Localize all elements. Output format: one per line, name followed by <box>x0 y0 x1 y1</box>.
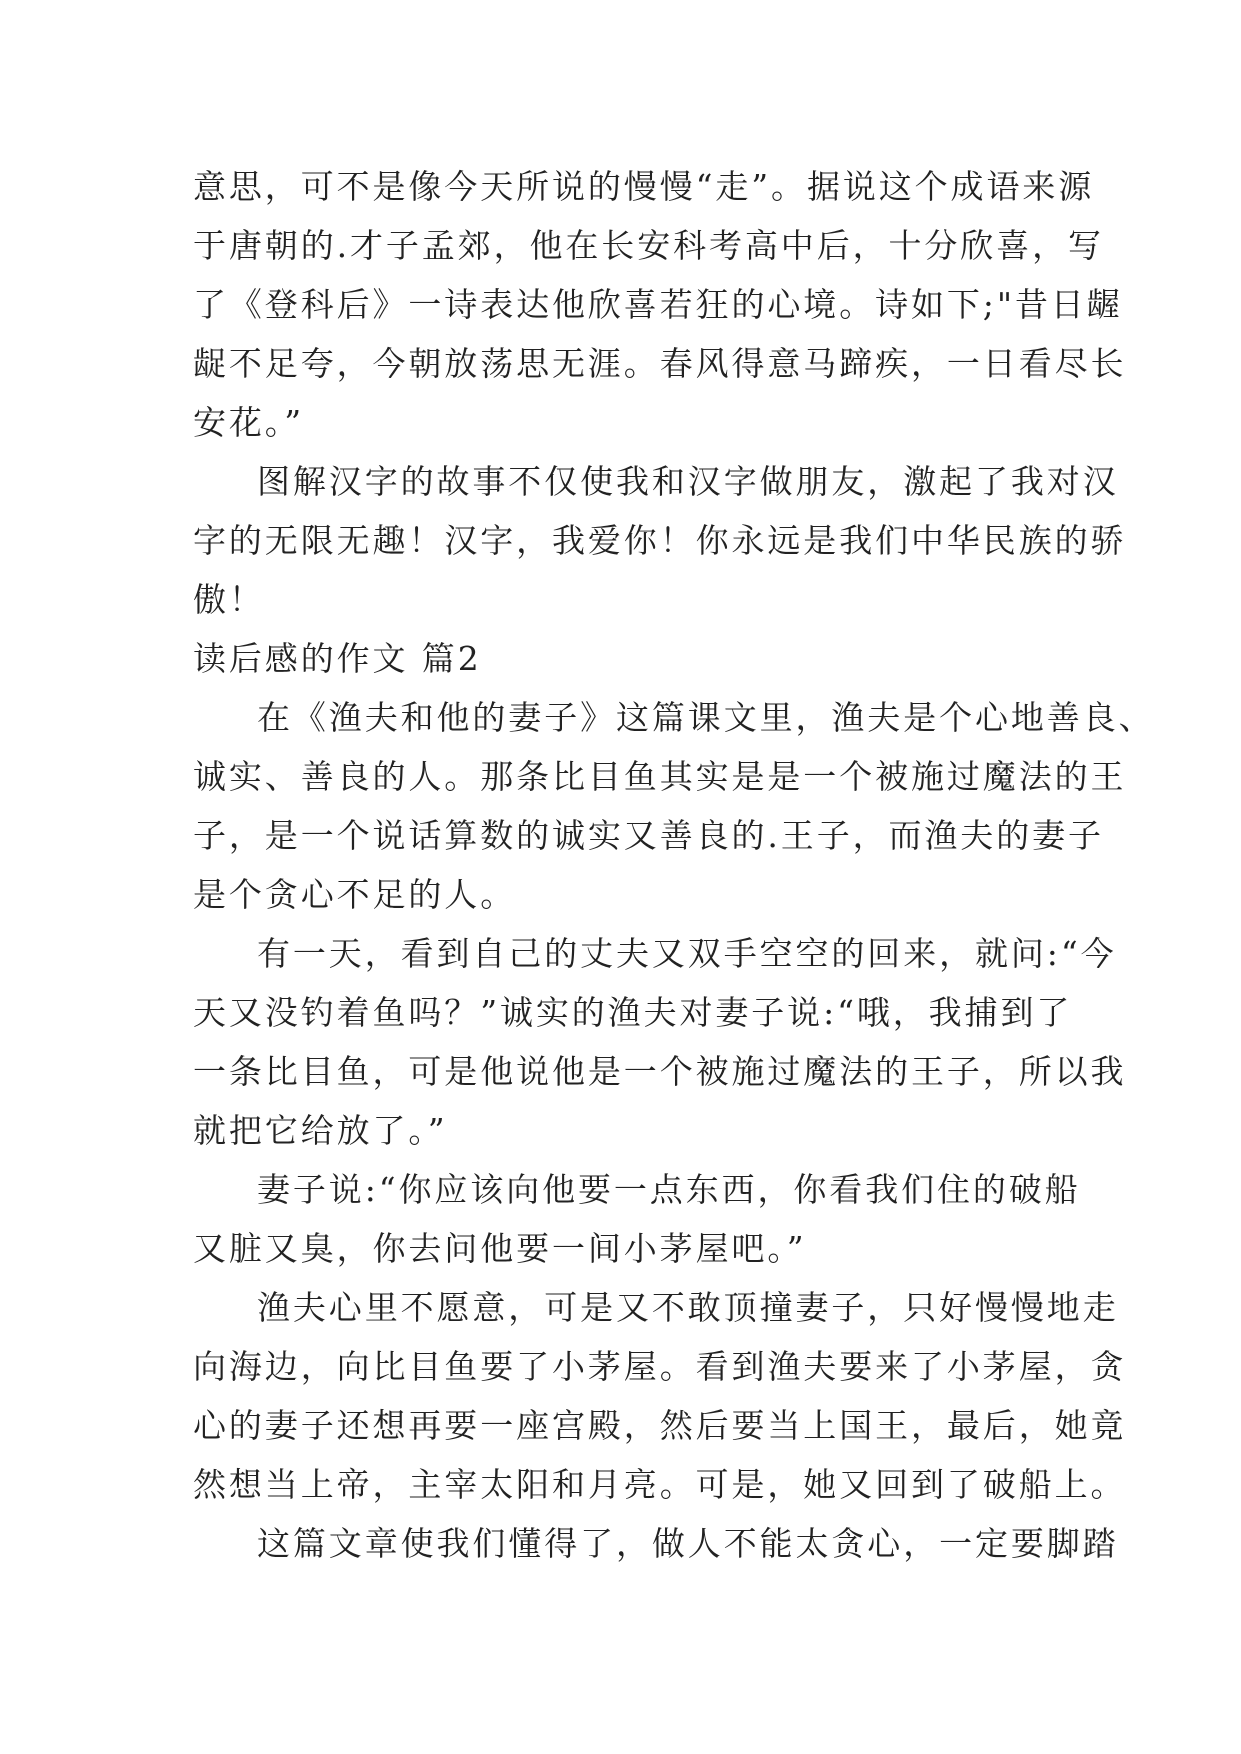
text-line: 于唐朝的.才子孟郊，他在长安科考高中后，十分欣喜，写 <box>193 226 1104 265</box>
text-line: 字的无限无趣！汉字，我爱你！你永远是我们中华民族的骄 <box>193 521 1127 560</box>
text-line: 子，是一个说话算数的诚实又善良的.王子，而渔夫的妻子 <box>193 816 1104 855</box>
paragraph-first-line: 渔夫心里不愿意，可是又不敢顶撞妻子，只好慢慢地走 <box>257 1288 1119 1327</box>
text-line: 龊不足夸，今朝放荡思无涯。春风得意马蹄疾，一日看尽长 <box>193 344 1127 383</box>
text-line: 是个贪心不足的人。 <box>193 875 517 914</box>
text-line: 诚实、善良的人。那条比目鱼其实是是一个被施过魔法的王 <box>193 757 1127 796</box>
text-line: 又脏又臭，你去问他要一间小茅屋吧。” <box>193 1229 807 1268</box>
section-heading: 读后感的作文 篇2 <box>193 639 482 678</box>
text-line: 然想当上帝，主宰太阳和月亮。可是，她又回到了破船上。 <box>193 1465 1127 1504</box>
text-line: 心的妻子还想再要一座宫殿，然后要当上国王，最后，她竟 <box>193 1406 1127 1445</box>
paragraph-first-line: 图解汉字的故事不仅使我和汉字做朋友，激起了我对汉 <box>257 462 1119 501</box>
text-line: 意思，可不是像今天所说的慢慢“走”。据说这个成语来源 <box>193 167 1095 206</box>
paragraph-first-line: 妻子说:“你应该向他要一点东西，你看我们住的破船 <box>257 1170 1081 1209</box>
paragraph-first-line: 这篇文章使我们懂得了，做人不能太贪心，一定要脚踏 <box>257 1524 1119 1563</box>
text-line: 就把它给放了。” <box>193 1111 448 1150</box>
text-line: 天又没钓着鱼吗？”诚实的渔夫对妻子说:“哦，我捕到了 <box>193 993 1073 1032</box>
text-line: 向海边，向比目鱼要了小茅屋。看到渔夫要来了小茅屋，贪 <box>193 1347 1127 1386</box>
paragraph-first-line: 有一天，看到自己的丈夫又双手空空的回来，就问:“今 <box>257 934 1117 973</box>
text-line: 安花。” <box>193 403 304 442</box>
paragraph-first-line: 在《渔夫和他的妻子》这篇课文里，渔夫是个心地善良、 <box>257 698 1155 737</box>
text-line: 了《登科后》一诗表达他欣喜若狂的心境。诗如下;"昔日龌 <box>193 285 1123 324</box>
text-line: 一条比目鱼，可是他说他是一个被施过魔法的王子，所以我 <box>193 1052 1127 1091</box>
text-line: 傲！ <box>193 580 265 619</box>
